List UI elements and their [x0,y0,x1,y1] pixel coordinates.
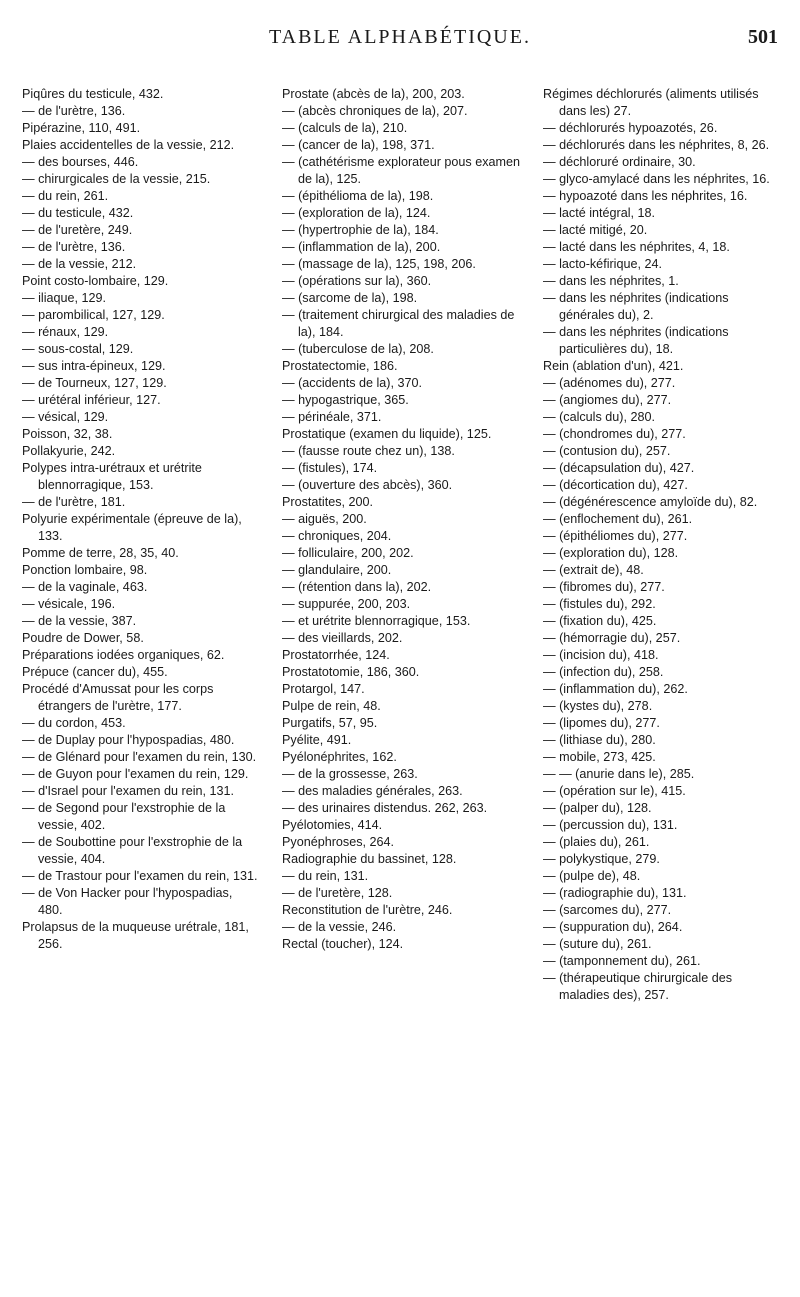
index-entry: — des vieillards, 202. [282,631,403,645]
index-entry: Prépuce (cancer du), 455. [22,665,168,679]
index-entry: — (lithiase du), 280. [543,733,656,747]
index-entry: — (contusion du), 257. [543,444,671,458]
index-entry: Purgatifs, 57, 95. [282,716,378,730]
index-entry: Régimes déchlorurés (aliments utilisés dans les) 27. [543,87,759,118]
index-entry: — (radiographie du), 131. [543,886,687,900]
index-entry: — déchlorurés hypoazotés, 26. [543,121,718,135]
index-entry: — dans les néphrites (indications générales du), 2. [543,291,729,322]
index-entry: — parombilical, 127, 129. [22,308,165,322]
index-entry: Ponction lombaire, 98. [22,563,148,577]
index-entry: — de Duplay pour l'hypospadias, 480. [22,733,235,747]
index-entry: — (palper du), 128. [543,801,652,815]
index-entry: — du cordon, 453. [22,716,126,730]
index-entry: — de la grossesse, 263. [282,767,418,781]
index-entry: — lacté intégral, 18. [543,206,656,220]
page-header [0,26,800,56]
index-entry: — d'Israel pour l'examen du rein, 131. [22,784,235,798]
index-entry: — de Segond pour l'exstrophie de la vessie, 402. [22,801,226,832]
index-entry: — de l'urètre, 136. [22,104,126,118]
index-entry: — (suture du), 261. [543,937,652,951]
index-entry: — (chondromes du), 277. [543,427,686,441]
index-entry: — (hypertrophie de la), 184. [282,223,439,237]
index-entry: — (opérations sur la), 360. [282,274,432,288]
index-entry: — (fistules), 174. [282,461,378,475]
index-entry: — (fixation du), 425. [543,614,657,628]
index-entry: — (exploration de la), 124. [282,206,431,220]
index-entry: Plaies accidentelles de la vessie, 212. [22,138,235,152]
index-entry: — (tuberculose de la), 208. [282,342,434,356]
index-entry: Pyonéphroses, 264. [282,835,395,849]
index-entry: — vésicale, 196. [22,597,116,611]
index-entry: — de Tourneux, 127, 129. [22,376,167,390]
index-entry: Pyélotomies, 414. [282,818,383,832]
index-entry: — (pulpe de), 48. [543,869,641,883]
index-entry: — dans les néphrites, 1. [543,274,679,288]
index-entry: — déchloruré ordinaire, 30. [543,155,696,169]
index-entry: — dans les néphrites (indications particulières du), 18. [543,325,729,356]
index-entry: Pyélonéphrites, 162. [282,750,397,764]
index-entry: — périnéale, 371. [282,410,382,424]
index-entry: Poisson, 32, 38. [22,427,113,441]
index-entry: Pomme de terre, 28, 35, 40. [22,546,179,560]
index-entry: Pollakyurie, 242. [22,444,116,458]
index-entry: — (décortication du), 427. [543,478,688,492]
index-entry: — vésical, 129. [22,410,109,424]
index-entry: Radiographie du bassinet, 128. [282,852,457,866]
index-entry: — (incision du), 418. [543,648,659,662]
index-entry: — (épithélioma de la), 198. [282,189,434,203]
index-entry: — de la vessie, 387. [22,614,137,628]
index-entry: Piqûres du testicule, 432. [22,87,164,101]
index-entry: Point costo-lombaire, 129. [22,274,169,288]
index-entry: — de la vessie, 212. [22,257,137,271]
index-entry: — de Trastour pour l'examen du rein, 131. [22,869,258,883]
index-entry: Poudre de Dower, 58. [22,631,144,645]
index-entry: Prostatique (examen du liquide), 125. [282,427,492,441]
index-entry: — (thérapeutique chirurgicale des maladies des), 257. [543,971,733,1002]
index-entry: — (percussion du), 131. [543,818,678,832]
index-entry: — de Von Hacker pour l'hypospadias, 480. [22,886,233,917]
index-entry: — (calculs du), 280. [543,410,655,424]
index-entry: — (sarcome de la), 198. [282,291,418,305]
index-entry: Protargol, 147. [282,682,365,696]
index-entry: — des maladies générales, 263. [282,784,463,798]
index-entry: — glyco-amylacé dans les néphrites, 16. [543,172,770,186]
page-number: 501 [748,26,778,48]
index-entry: — (suppuration du), 264. [543,920,683,934]
index-entry: Prolapsus de la muqueuse urétrale, 181, 256. [22,920,249,951]
index-entry: — chroniques, 204. [282,529,392,543]
index-entry: Procédé d'Amussat pour les corps étrangers de l'urètre, 177. [22,682,214,713]
index-entry: Pipérazine, 110, 491. [22,121,141,135]
index-entry: — lacté dans les néphrites, 4, 18. [543,240,730,254]
index-entry: Prostate (abcès de la), 200, 203. [282,87,465,101]
index-entry: Pyélite, 491. [282,733,352,747]
index-entry: — de la vaginale, 463. [22,580,148,594]
index-entry: — (sarcomes du), 277. [543,903,672,917]
index-entry: Polypes intra-urétraux et urétrite blennorragique, 153. [22,461,202,492]
index-entry: — (cathétérisme explorateur pous examen de la), 125. [282,155,520,186]
index-entry: — lacté mitigé, 20. [543,223,648,237]
index-entry: — rénaux, 129. [22,325,109,339]
index-entry: — du rein, 261. [22,189,109,203]
index-entry: — (opération sur le), 415. [543,784,686,798]
index-entry: — du testicule, 432. [22,206,134,220]
index-entry: — des bourses, 446. [22,155,139,169]
index-entry: — du rein, 131. [282,869,369,883]
index-entry: — de l'uretère, 249. [22,223,133,237]
index-column-2 [282,86,528,953]
index-entry: — (fistules du), 292. [543,597,656,611]
index-entry: — de l'uretère, 128. [282,886,393,900]
index-entry: Pulpe de rein, 48. [282,699,381,713]
index-entry: — — (anurie dans le), 285. [543,767,695,781]
index-entry: Polyurie expérimentale (épreuve de la), 133. [22,512,242,543]
index-entry: — suppurée, 200, 203. [282,597,411,611]
index-entry: — (adénomes du), 277. [543,376,676,390]
index-entry: — polykystique, 279. [543,852,660,866]
index-entry: — folliculaire, 200, 202. [282,546,414,560]
index-entry: — de la vessie, 246. [282,920,397,934]
index-entry: — (calculs de la), 210. [282,121,408,135]
index-entry: Prostatites, 200. [282,495,374,509]
index-entry: — hypoazoté dans les néphrites, 16. [543,189,748,203]
index-entry: — (fibromes du), 277. [543,580,665,594]
index-entry: — (rétention dans la), 202. [282,580,432,594]
index-entry: — (traitement chirurgical des maladies de la), 184. [282,308,515,339]
index-entry: — iliaque, 129. [22,291,107,305]
index-entry: — déchlorurés dans les néphrites, 8, 26. [543,138,770,152]
index-entry: Préparations iodées organiques, 62. [22,648,225,662]
index-entry: — (lipomes du), 277. [543,716,660,730]
index-entry: — (décapsulation du), 427. [543,461,695,475]
index-entry: Rectal (toucher), 124. [282,937,404,951]
running-title: TABLE ALPHABÉTIQUE. [269,26,531,48]
index-entry: — (tamponnement du), 261. [543,954,701,968]
index-entry: — glandulaire, 200. [282,563,392,577]
index-entry: — aiguës, 200. [282,512,367,526]
index-column-1 [22,86,260,953]
index-entry: — (plaies du), 261. [543,835,650,849]
index-entry: Rein (ablation d'un), 421. [543,359,684,373]
index-entry: Prostatorrhée, 124. [282,648,390,662]
index-entry: Reconstitution de l'urètre, 246. [282,903,453,917]
index-entry: — (fausse route chez un), 138. [282,444,455,458]
index-entry: — sus intra-épineux, 129. [22,359,166,373]
index-entry: Prostatectomie, 186. [282,359,398,373]
index-entry: — (abcès chroniques de la), 207. [282,104,468,118]
index-entry: — (inflammation de la), 200. [282,240,441,254]
index-entry: — (inflammation du), 262. [543,682,688,696]
index-entry: — urétéral inférieur, 127. [22,393,161,407]
index-entry: — et urétrite blennorragique, 153. [282,614,471,628]
index-entry: — chirurgicales de la vessie, 215. [22,172,211,186]
index-entry: — hypogastrique, 365. [282,393,409,407]
index-entry: — (épithéliomes du), 277. [543,529,688,543]
index-entry: — de l'urètre, 136. [22,240,126,254]
index-entry: — de Soubottine pour l'exstrophie de la vessie, 404. [22,835,243,866]
index-entry: — (hémorragie du), 257. [543,631,681,645]
index-entry: — (accidents de la), 370. [282,376,423,390]
index-entry: — des urinaires distendus. 262, 263. [282,801,488,815]
index-entry: — lacto-kéfirique, 24. [543,257,662,271]
index-entry: — sous-costal, 129. [22,342,134,356]
index-entry: — (infection du), 258. [543,665,664,679]
index-entry: — (enflochement du), 261. [543,512,693,526]
index-entry: — mobile, 273, 425. [543,750,656,764]
index-entry: — de Guyon pour l'examen du rein, 129. [22,767,249,781]
index-entry: — (exploration du), 128. [543,546,679,560]
index-entry: — (ouverture des abcès), 360. [282,478,453,492]
index-entry: — (extrait de), 48. [543,563,644,577]
index-entry: — (massage de la), 125, 198, 206. [282,257,476,271]
index-entry: — de Glénard pour l'examen du rein, 130. [22,750,257,764]
index-entry: — de l'urètre, 181. [22,495,126,509]
index-entry: — (dégénérescence amyloïde du), 82. [543,495,758,509]
index-entry: — (kystes du), 278. [543,699,653,713]
index-entry: — (cancer de la), 198, 371. [282,138,435,152]
index-column-3 [543,86,781,1004]
index-entry: Prostatotomie, 186, 360. [282,665,420,679]
index-entry: — (angiomes du), 277. [543,393,672,407]
